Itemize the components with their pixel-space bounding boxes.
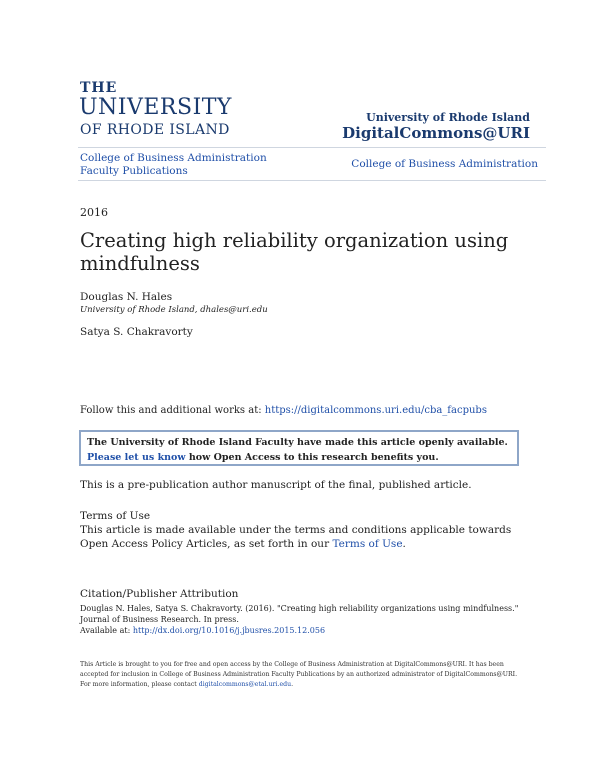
open-access-box bbox=[79, 430, 519, 466]
publication-year: 2016 bbox=[80, 206, 108, 219]
logo-university: UNIVERSITY bbox=[79, 95, 232, 120]
available-label: Available at: bbox=[80, 626, 133, 635]
collection-url-link[interactable]: https://digitalcommons.uri.edu/cba_facpubs bbox=[264, 405, 487, 416]
citation-block bbox=[80, 603, 520, 636]
repository-name[interactable]: DigitalCommons@URI bbox=[342, 124, 530, 142]
logo-the: THE bbox=[80, 80, 118, 96]
feedback-link[interactable]: Please let us know bbox=[87, 452, 186, 463]
article-title: Creating high reliability organization using mindfulness bbox=[80, 229, 509, 275]
divider-bottom bbox=[78, 180, 546, 181]
divider-top bbox=[78, 147, 546, 148]
footer-notice bbox=[80, 660, 520, 690]
doi-link[interactable]: http://dx.doi.org/10.1016/j.jbusres.2015.12.056 bbox=[132, 626, 326, 635]
terms-heading: Terms of Use bbox=[80, 510, 151, 522]
repository-institution: University of Rhode Island bbox=[366, 111, 530, 124]
logo-of-rhode-island: OF RHODE ISLAND bbox=[80, 122, 230, 138]
footer-end: . bbox=[291, 681, 294, 688]
open-access-statement: The University of Rhode Island Faculty have made this article openly available. bbox=[87, 437, 508, 448]
feedback-text: how Open Access to this research benefits you. bbox=[185, 452, 439, 463]
citation-heading: Citation/Publisher Attribution bbox=[80, 588, 239, 600]
department-link[interactable]: College of Business Administration bbox=[351, 158, 538, 170]
citation-text: Douglas N. Hales, Satya S. Chakravorty. (2016). "Creating high reliability organizations using mindfulness." Journal of Business Research. In press. bbox=[80, 604, 519, 624]
footer-text: This Article is brought to you for free and open access by the College of Business Administration at DigitalCommons@URI. It has been accepted for inclusion in College of Business Administration Faculty Publications by an authorized administrator of DigitalCommons@URI. For more information, please contact bbox=[80, 661, 518, 688]
follow-line bbox=[80, 405, 487, 416]
manuscript-note: This is a pre-publication author manuscript of the final, published article. bbox=[80, 479, 472, 491]
terms-text: This article is made available under the terms and conditions applicable towards Open Access Policy Articles, as set forth in our bbox=[80, 524, 512, 550]
terms-of-use-link[interactable]: Terms of Use bbox=[332, 538, 403, 550]
terms-paragraph bbox=[80, 523, 540, 551]
author-name: Douglas N. Hales bbox=[80, 291, 173, 303]
author-affiliation: University of Rhode Island, dhales@uri.edu bbox=[80, 305, 268, 315]
terms-end: . bbox=[402, 538, 406, 550]
contact-email-link[interactable]: digitalcommons@etal.uri.edu bbox=[198, 681, 292, 688]
author-name: Satya S. Chakravorty bbox=[80, 326, 193, 338]
collection-series-link[interactable]: College of Business Administration Faculty Publications bbox=[80, 152, 267, 177]
follow-text: Follow this and additional works at: bbox=[80, 405, 265, 416]
